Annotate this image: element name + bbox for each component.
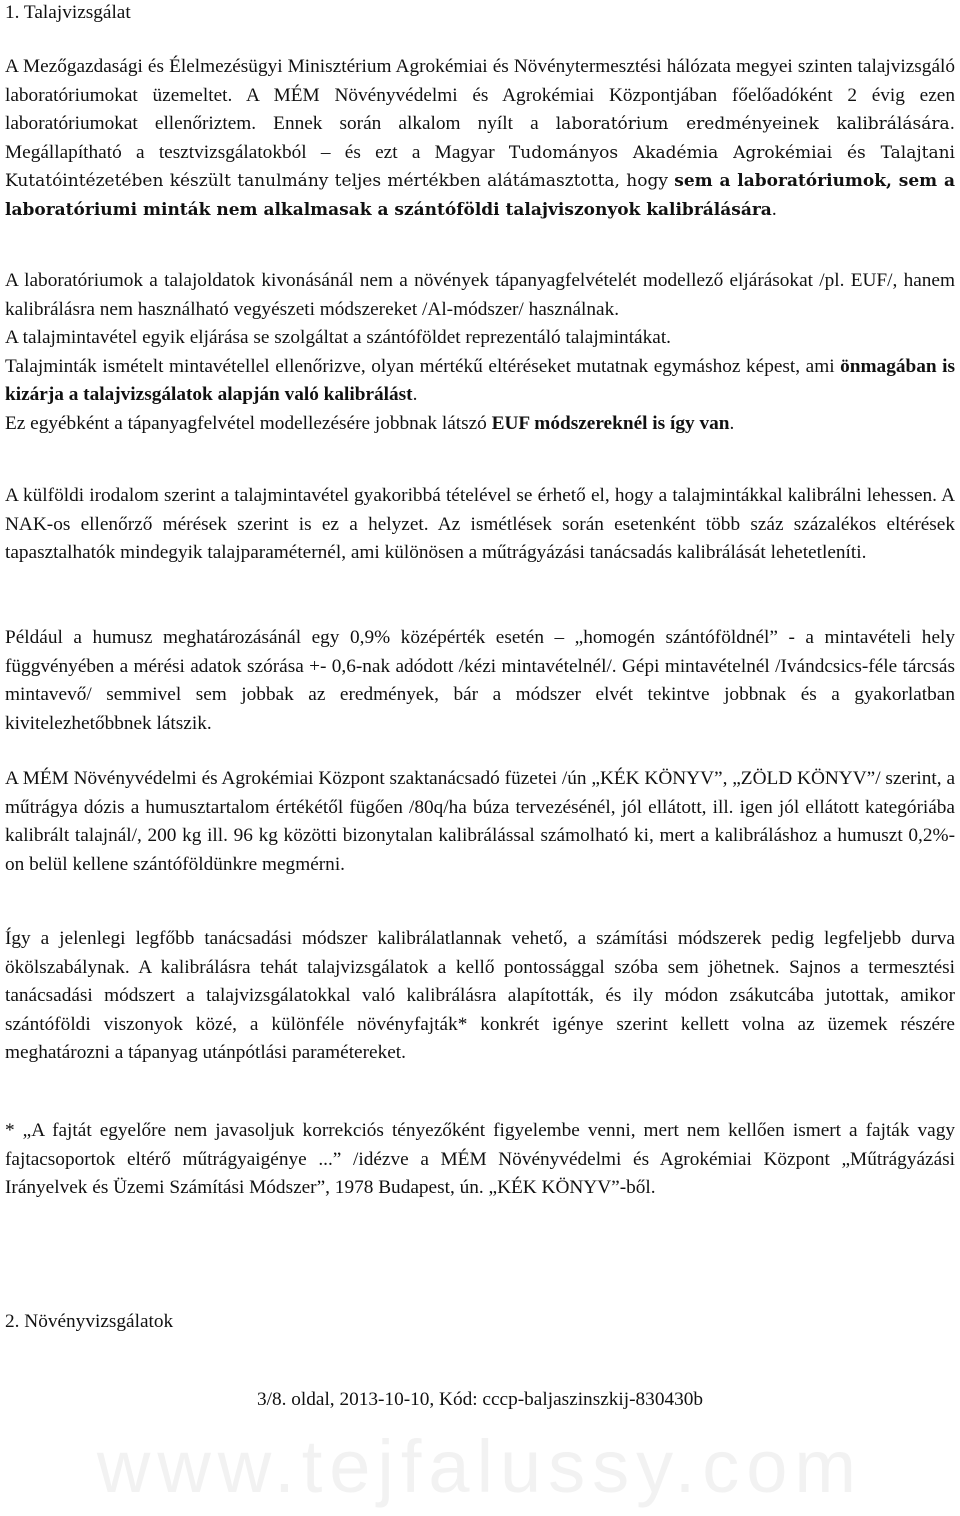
watermark: www.tejfalussy.com (96, 1425, 864, 1508)
page-footer: 3/8. oldal, 2013-10-10, Kód: cccp-baljaszinszkij-830430b (256, 1389, 704, 1410)
paragraph-2-bold-2: EUF módszereknél is így van (491, 412, 730, 434)
section-1-title: 1. Talajvizsgálat (5, 2, 131, 23)
paragraph-1-text-f: . (771, 198, 777, 220)
paragraph-2 (5, 267, 955, 439)
paragraph-2-line-2: A talajmintavétel egyik eljárása se szolgáltat a szántóföldet reprezentáló talajmintákat. (5, 327, 671, 349)
paragraph-3: A külföldi irodalom szerint a talajmintavétel gyakoribbá tételével se érhető el, hogy a talajmintákkal kalibrálni lehessen. A NAK-os ellenőrző mérések szerint is ez a helyzet. Az ismétlések során esetenként több száz százalékos eltérések tapasztalhatók mindegyik talajparaméternél, ami különösen a műtrágyázási tanácsadás kalibrálását lehetetleníti. (5, 485, 955, 564)
paragraph-1-text-d: Tudományos Akadémia Agrokémiai és Talajtani Kutatóintézetében készült tanulmány teljes mértékben alátámasztotta, hogy (5, 142, 955, 192)
paragraph-5: A MÉM Növényvédelmi és Agrokémiai Központ szaktanácsadó füzetei /ún „KÉK KÖNYV”, „ZÖLD KÖNYV”/ szerint, a műtrágya dózis a humusztartalom értékétől fügően /80q/ha búza tervezésénél, jól ellátott, ill. igen jól ellátott kategóriába kalibrált talajnál/, 200 kg ill. 96 kg közötti bizonytalan kalibrálással számolható ki, mert a kalibráláshoz a humuszt 0,2%-on belül kellene szántóföldünkre megmérni. (5, 768, 955, 875)
paragraph-1-text-c: Megállapítható a tesztvizsgálatokból – és ezt a Magyar (5, 141, 509, 163)
paragraph-2-line-1: A laboratóriumok a talajoldatok kivonásánál nem a növények tápanyagfelvételét modellező eljárásokat /pl. EUF/, hanem kalibrálásra nem használható vegyészeti módszereket /Al-módszer/ használnak. (5, 270, 955, 320)
paragraph-6: Így a jelenlegi legfőbb tanácsadási módszer kalibrálatlannak vehető, a számítási módszerek pedig legfeljebb durva ökölszabálynak. A kalibrálásra tehát talajvizsgálatok a kellő pontossággal szóba sem jöhetnek. Sajnos a termesztési tanácsadási módszert a talajvizsgálatokkal való kalibrálásra alapították, és ily módon zsákutcába jutottak, amikor szántóföldi viszonyok közé, a különféle növényfajták* konkrét igénye szerint kellett volna az üzemek részére meghatározni a tápanyag utánpótlási paramétereket. (5, 928, 955, 1064)
section-2-title: 2. Növényvizsgálatok (5, 1311, 174, 1332)
paragraph-1-bold: sem a laboratóriumok, sem a laboratóriumi minták nem alkalmasak a szántóföldi talajviszonyok kalibrálására (5, 171, 955, 220)
paragraph-4: Például a humusz meghatározásánál egy 0,9% középérték esetén – „homogén szántóföldnél” - a mintavételi hely függvényében a mérési adatok szórása +- 0,6-nak adódott /kézi mintavételnél/. Gépi mintavételnél /Ivándcsics-féle tárcsás mintavevő/ semmivel sem jobbak az eredmények, bár a módszer elvét tekintve jobbnak és a gyakorlatban kivitelezhetőbbnek látszik. (5, 627, 955, 734)
paragraph-2-line-4: Ez egyébként a tápanyagfelvétel modellezésére jobbnak látszó EUF módszereknél is így van. (5, 412, 735, 434)
paragraph-1 (5, 53, 955, 225)
paragraph-1-text-b: laboratórium eredményeinek kalibrálására. (555, 114, 956, 135)
paragraph-2-line-3: Talajminták ismételt mintavétellel ellenőrizve, olyan mértékű eltéréseket mutatnak egymáshoz képest, ami önmagában is kizárja a talajvizsgálatok alapján való kalibrálást. (5, 355, 955, 406)
footnote: * „A fajtát egyelőre nem javasoljuk korrekciós tényezőként figyelembe venni, mert nem kellően ismert a fajták vagy fajtacsoportok eltérő műtrágyaigénye ...” /idézve a MÉM Növényvédelmi és Agrokémiai Központ „Műtrágyázási Irányelvek és Üzemi Számítási Módszer”, 1978 Budapest, ún. „KÉK KÖNYV”-ből. (5, 1120, 955, 1199)
paragraph-1-text-a: A Mezőgazdasági és Élelmezésügyi Minisztérium Agrokémiai és Növénytermesztési hálózata megyei szinten talajvizsgáló laboratóriumokat üzemeltet. A MÉM Növényvédelmi és Agrokémiai Központjában főelőadóként 2 évig ezen laboratóriumokat ellenőriztem. Ennek során alkalom nyílt a (5, 56, 955, 135)
paragraph-2-bold-1: önmagában is kizárja a talajvizsgálatok alapján való kalibrálást (5, 355, 955, 406)
